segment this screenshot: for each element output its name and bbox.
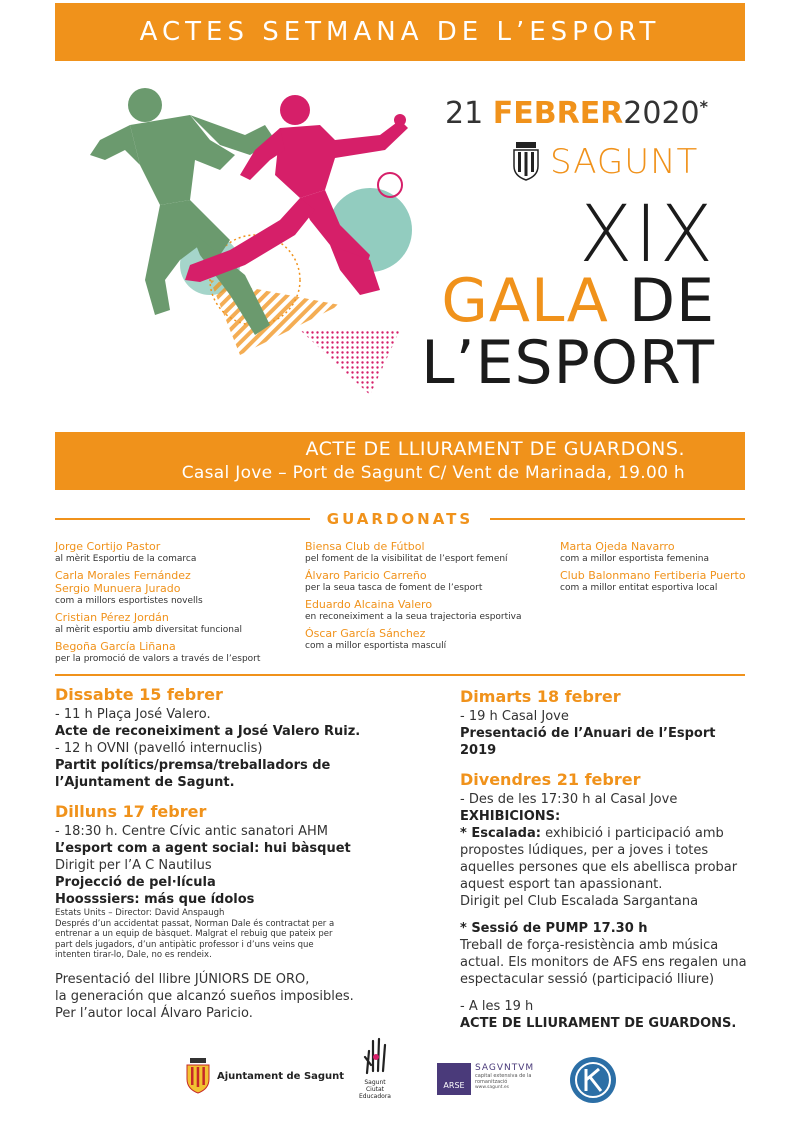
award-desc: com a millor esportista masculí (305, 641, 447, 651)
ajuntament-label: Ajuntament de Sagunt (217, 1070, 345, 1082)
schedule-line: Acte de reconeiximent a José Valero Ruiz. (55, 724, 361, 739)
gala-word: GALA (441, 266, 609, 336)
schedule-line: - A les 19 h (460, 999, 534, 1014)
arse-block: ARSE (437, 1063, 471, 1095)
award-name: Sergio Munuera Jurado (55, 582, 181, 595)
schedule-line: aquelles persones que els abellisca probar (460, 860, 738, 875)
schedule-line: propostes lúdiques, per a joves i totes (460, 843, 709, 858)
ajuntament-crest-icon (185, 1057, 211, 1095)
award-desc: al mèrit Esportiu de la comarca (55, 554, 197, 564)
award-desc: com a millor entitat esportiva local (560, 583, 718, 593)
award-name: Eduardo Alcaina Valero (305, 598, 433, 611)
schedule-line: EXHIBICIONS: (460, 809, 561, 824)
schedule-line: actual. Els monitors de AFS ens regalen una (460, 955, 747, 970)
top-banner (55, 3, 745, 61)
arse-subtitle: capital extensiva de la romanització (475, 1073, 532, 1085)
award-item (560, 569, 746, 594)
award-item (305, 598, 521, 623)
sponsor-logos (0, 1035, 800, 1120)
schedule-bold-label: * Escalada: (460, 826, 541, 841)
award-desc: per la seua tasca de foment de l’esport (305, 583, 483, 593)
award-desc: al mèrit esportiu amb diversitat funcional (55, 625, 243, 635)
ceremony-place: Casal Jove – Port de Sagunt C/ Vent de Marinada, 19.00 h (181, 463, 685, 483)
guardonats-header (55, 508, 745, 530)
award-desc: per la promoció de valors a través de l’esport (55, 654, 261, 664)
award-item (55, 569, 260, 607)
gala-de-word: DE (628, 266, 715, 336)
awards-column-1 (55, 540, 260, 669)
awards-column-2 (305, 540, 521, 656)
schedule-line: Projecció de pel·lícula (55, 875, 216, 890)
day-heading: Dissabte 15 febrer (55, 685, 223, 704)
schedule-line: - 18:30 h. Centre Cívic antic sanatori AHM (55, 824, 328, 839)
gala-edition: XIX (579, 190, 715, 280)
city-block (510, 138, 698, 186)
ciutat-label-2: Ciutat (365, 1086, 385, 1093)
schedule-line: Partit polítics/premsa/treballadors de (55, 758, 331, 773)
award-item (305, 540, 521, 565)
schedule-line: - 11 h Plaça José Valero. (55, 707, 211, 722)
award-name: Álvaro Paricio Carreño (305, 569, 427, 582)
ceremony-banner (55, 432, 745, 490)
ceremony-title: ACTE DE LLIURAMENT DE GUARDONS. (305, 438, 685, 460)
section-divider (55, 674, 745, 676)
schedule-small: Estats Units – Director: David Anspaugh (55, 908, 225, 918)
award-name: Óscar García Sánchez (305, 627, 426, 640)
schedule-line: la generación que alcanzó sueños imposibles. (55, 988, 354, 1004)
day-heading: Divendres 21 febrer (460, 770, 641, 789)
schedule-line: Per l’autor local Álvaro Paricio. (55, 1005, 253, 1021)
schedule-line: Hoosssiers: más que ídolos (55, 892, 255, 907)
green-runner (90, 88, 275, 335)
schedule-line: - Des de les 17:30 h al Casal Jove (460, 792, 678, 807)
award-name: Carla Morales Fernández (55, 569, 191, 582)
schedule-line: Dirigit per l’A C Nautilus (55, 858, 212, 873)
schedule-small: intenten tirar-lo, Dale, no es rendeix. (55, 950, 212, 960)
ciutat-label-1: Sagunt (364, 1079, 386, 1086)
dotted-triangle (300, 330, 400, 395)
schedule-right (460, 686, 750, 1032)
schedule-line: * Sessió de PUMP 17.30 h (460, 921, 648, 936)
schedule-line: L’esport com a agent social: hui bàsquet (55, 841, 351, 856)
schedule-line (460, 825, 750, 842)
day-heading: Dimarts 18 febrer (460, 687, 621, 706)
day-heading: Dilluns 17 febrer (55, 802, 207, 821)
schedule-small: entrenar a un equip de bàsquet. Malgrat el rebuig que pateix per (55, 929, 333, 939)
arse-url: www.sagunt.es (475, 1085, 510, 1090)
logo-ciutat-educadora (355, 1035, 395, 1100)
award-item (560, 540, 746, 565)
guardonats-title: GUARDONATS (326, 510, 474, 528)
page-title: ACTES SETMANA DE L’ESPORT (139, 17, 661, 47)
schedule-line: Treball de força-resistència amb música (460, 938, 719, 953)
award-name: Begoña García Liñana (55, 640, 176, 653)
schedule-line: - 19 h Casal Jove (460, 709, 569, 724)
award-name: Club Balonmano Fertiberia Puerto (560, 569, 746, 582)
award-name: Biensa Club de Fútbol (305, 540, 425, 553)
gala-title (421, 190, 715, 398)
schedule-line: Presentació del llibre JÚNIORS DE ORO, (55, 971, 310, 987)
gala-line-2 (421, 266, 715, 336)
award-item (55, 611, 260, 636)
schedule-line: Presentació de l’Anuari de l’Esport 2019 (460, 726, 716, 758)
award-name: Marta Ojeda Navarro (560, 540, 675, 553)
date-day: 21 (445, 96, 484, 131)
schedule-line: espectacular sessió (participació lliure) (460, 972, 715, 987)
arse-title: SAGVNTVM (475, 1063, 535, 1073)
award-desc: en reconeiximent a la seua trajectoria esportiva (305, 612, 522, 622)
schedule-line: Dirigit pel Club Escalada Sargantana (460, 894, 699, 909)
award-desc: pel foment de la visibilitat de l’esport femení (305, 554, 508, 564)
schedule-text: exhibició i participació amb (540, 826, 724, 841)
award-name: Jorge Cortijo Pastor (55, 540, 161, 553)
event-date (445, 96, 725, 131)
award-name: Cristian Pérez Jordán (55, 611, 169, 624)
hand-icon (361, 1035, 389, 1075)
award-item (305, 569, 521, 594)
circle-logo-icon (568, 1055, 618, 1105)
divider-right (490, 518, 745, 520)
date-year: 2020 (623, 96, 700, 131)
schedule-left (55, 684, 400, 1022)
award-item (55, 640, 260, 665)
schedule-small: part dels jugadors, d’un antipàtic professor i d’uns veins que (55, 939, 314, 950)
city-name: SAGUNT (550, 142, 699, 182)
date-month: FEBRER (492, 96, 624, 131)
award-item (55, 540, 260, 565)
award-item (305, 627, 521, 652)
logo-ajuntament (185, 1057, 344, 1095)
schedule-small: Després d’un accidentat passat, Norman Dale és contractat per a (55, 918, 335, 929)
date-asterisk: * (699, 97, 709, 116)
ciutat-label-3: Educadora (358, 1093, 391, 1100)
schedule-line: - 12 h OVNI (pavelló internuclis) (55, 741, 263, 756)
awards-column-3 (560, 540, 746, 598)
runners-illustration (70, 80, 440, 400)
gala-esport-word: L’ESPORT (421, 328, 715, 398)
logo-arse (437, 1063, 560, 1095)
schedule-line: ACTE DE LLIURAMENT DE GUARDONS. (460, 1016, 737, 1031)
award-desc: com a millor esportista femenina (560, 554, 709, 564)
schedule-line: aquest esport tan apassionant. (460, 877, 663, 892)
award-desc: com a millors esportistes novells (55, 596, 203, 606)
sagunt-crest-icon (510, 140, 542, 184)
schedule-line: l’Ajuntament de Sagunt. (55, 775, 235, 790)
